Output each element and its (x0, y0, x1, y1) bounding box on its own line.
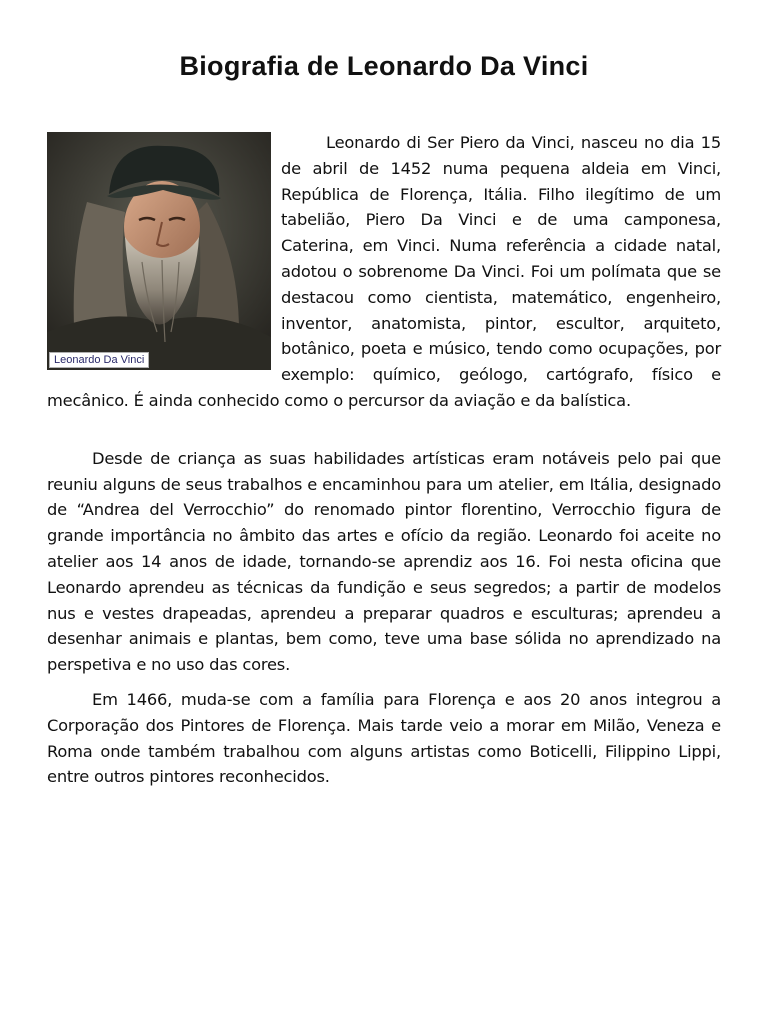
paragraph-3: Em 1466, muda-se com a família para Florença e aos 20 anos integrou a Corporação dos Pintores de Florença. Mais tarde veio a morar em Milão, Veneza e Roma onde também trabalhou com alguns artistas como Boticelli, Filippino Lippi, entre outros pintores reconhecidos. (47, 689, 721, 787)
portrait-caption: Leonardo Da Vinci (49, 352, 149, 368)
paragraph-2: Desde de criança as suas habilidades artísticas eram notáveis pelo pai que reuniu alguns de seus trabalhos e encaminhou para um atelier, em Itália, designado de “Andrea del Verrocchio” do renomado pintor florentino, Verrocchio figura de grande importância no âmbito das artes e ofício da região. Leonardo foi aceite no atelier aos 14 anos de idade, tornando-se aprendiz aos 16. Foi nesta oficina que Leonardo aprendeu as técnicas da fundição e seus segredos; a partir de modelos nus e vestes drapeadas, aprendeu a preparar quadros e esculturas; aprendeu a desenhar animais e plantas, bem como, teve uma base sólida no aprendizado na perspetiva e no uso das cores. (47, 448, 721, 675)
page-title: Biografia de Leonardo Da Vinci (179, 51, 589, 81)
portrait-image (47, 132, 271, 370)
portrait-figure (47, 132, 271, 370)
paragraph-1: Leonardo di Ser Piero da Vinci, nasceu no dia 15 de abril de 1452 numa pequena aldeia em Vinci, República de Florença, Itália. Filho ilegítimo de um tabelião, Piero Da Vinci e de uma camponesa, Caterina, em Vinci. Numa referência a cidade natal, adotou o sobrenome Da Vinci. Foi um polímata que se destacou como cientista, matemático, engenheiro, inventor, anatomista, pintor, escultor, arquiteto, botânico, poeta e músico, tendo como ocupações, por exemplo: químico, geólogo, cartógrafo, físico e mecânico. É ainda conhecido como o percursor da aviação e da balística. (47, 133, 721, 410)
section-spacer (47, 414, 721, 446)
document-page (47, 46, 721, 790)
